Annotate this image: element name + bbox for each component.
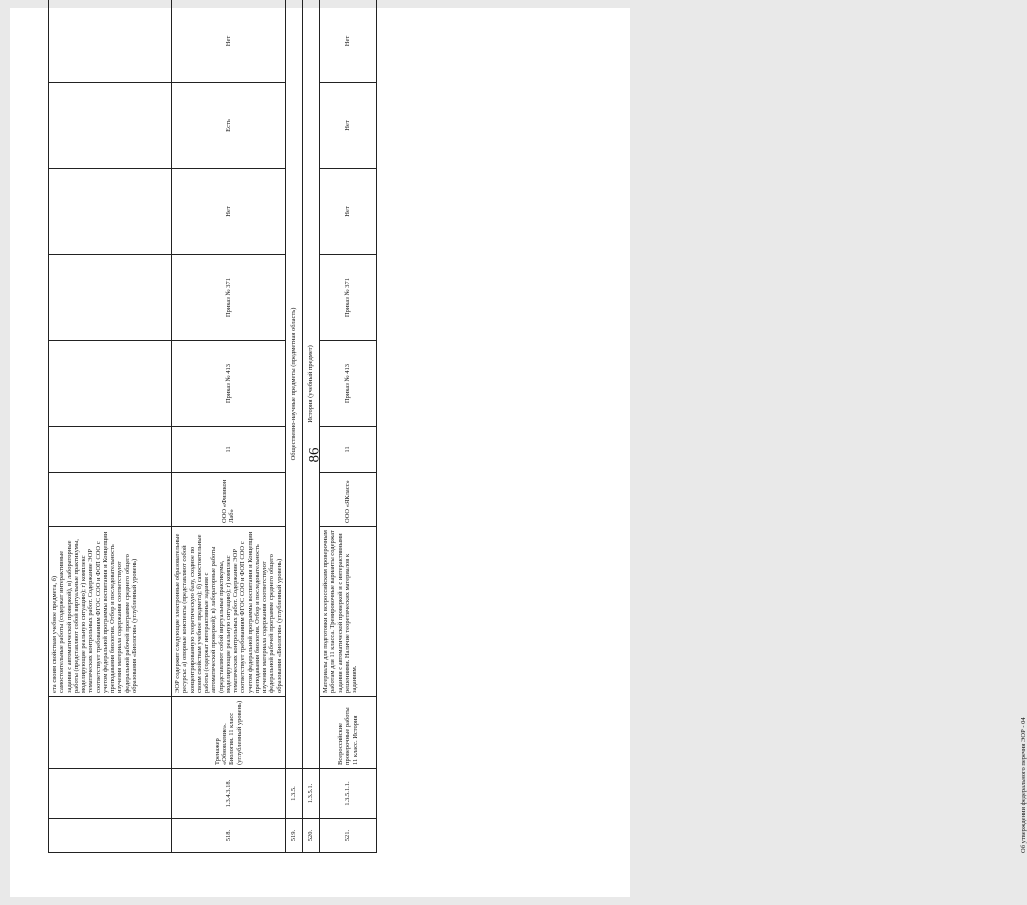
cell-code: 1.3.5.1.1. bbox=[319, 769, 376, 819]
cell-num: 518. bbox=[172, 819, 286, 853]
section-heading: Общественно-научные предметы (предметная область) bbox=[285, 0, 302, 769]
table-row bbox=[285, 0, 302, 853]
cell-col-9: Нет bbox=[319, 83, 376, 169]
table-row bbox=[172, 0, 286, 853]
table-row bbox=[49, 0, 172, 853]
cell-code: 1.3.5. bbox=[285, 769, 302, 819]
table-row bbox=[319, 0, 376, 853]
cell-num: 519. bbox=[285, 819, 302, 853]
cell-description: Материалы для подготовки к всероссийским проверочным работам для 11 класса. Тренировочные варианты содержат задания с автоматической проверкой и с интерактивными решениями. Наличие теоретических материалов к заданиям. bbox=[319, 527, 376, 697]
cell-col-8: Нет bbox=[319, 169, 376, 255]
footnote: Об утверждении федерального перечня ЭОР - 04 bbox=[1020, 717, 1027, 853]
subsection-heading: История (учебный предмет) bbox=[302, 0, 319, 769]
cell-col-10: Нет bbox=[319, 0, 376, 83]
cell-org bbox=[49, 473, 172, 527]
cell-name bbox=[49, 697, 172, 769]
cell-code: 1.3.5.1. bbox=[302, 769, 319, 819]
cell-num: 521. bbox=[319, 819, 376, 853]
cell-col-9: Есть bbox=[172, 83, 286, 169]
cell-col-8 bbox=[49, 169, 172, 255]
cell-name: Всероссийские проверочные работы 11 класс. История bbox=[319, 697, 376, 769]
cell-col-9 bbox=[49, 83, 172, 169]
cell-num bbox=[49, 819, 172, 853]
cell-order-1: Приказ № 413 bbox=[172, 341, 286, 427]
cell-order-1: Приказ № 413 bbox=[319, 341, 376, 427]
eor-registry-table bbox=[48, 0, 377, 853]
cell-order-1 bbox=[49, 341, 172, 427]
cell-order-2: Приказ № 371 bbox=[319, 255, 376, 341]
page-number: 86 bbox=[306, 447, 323, 463]
cell-grade bbox=[49, 427, 172, 473]
table-row bbox=[302, 0, 319, 853]
cell-description: ЭОР содержит следующие электронные образовательные ресурсы: а) опорные конспекты (представляют собой концентрированную теоретическую базу, сходное по своим свойствам учебное предмета); б) самостоятельные работы (содержат интерактивные задания с автоматической проверкой); в) лабораторные работы (представляют собой виртуальные практикумы, моделирующие реальную ситуацию); г) комплекс тематических контрольных работ. Содержание ЭОР соответствует требованиям ФГОС СОО и ФОП СОО с учетом федеральной программы воспитания и Концепции преподавания биологии. Отбор и последовательность изучения материала содержания соответствуют федеральной рабочей программе среднего общего образования «Биология» (углубленный уровень) bbox=[172, 527, 286, 697]
cell-grade: 11 bbox=[319, 427, 376, 473]
cell-col-8: Нет bbox=[172, 169, 286, 255]
cell-code bbox=[49, 769, 172, 819]
cell-org: ООО «Физикон Лаб» bbox=[172, 473, 286, 527]
cell-grade: 11 bbox=[172, 427, 286, 473]
cell-order-2: Приказ № 371 bbox=[172, 255, 286, 341]
cell-name: Тренажер «Обновление». Биология. 11 класс (углубленный уровень) bbox=[172, 697, 286, 769]
cell-code: 1.3.4.3.18. bbox=[172, 769, 286, 819]
cell-col-10: Нет bbox=[172, 0, 286, 83]
cell-num: 520. bbox=[302, 819, 319, 853]
cell-org: ООО «ЯКласс» bbox=[319, 473, 376, 527]
cell-description: ета своим свойствам учебное предмета, б) самостоятельные работы (содержат интерактивные задания с автоматической проверкой), в) лабораторные работы (представляют собой виртуальные практикумы, моделирующие реальную ситуацию); г) комплекс тематических контрольных работ. Содержание ЭОР соответствует требованиям ФГОС СОО и ФОП СОО с учетом федеральной программы воспитания и Концепции преподавания биологии. Отбор и последовательность изучения материала содержания соответствуют федеральной рабочей программе среднего общего образования «Биология» (углубленный уровень) bbox=[49, 527, 172, 697]
cell-order-2 bbox=[49, 255, 172, 341]
cell-col-10 bbox=[49, 0, 172, 83]
